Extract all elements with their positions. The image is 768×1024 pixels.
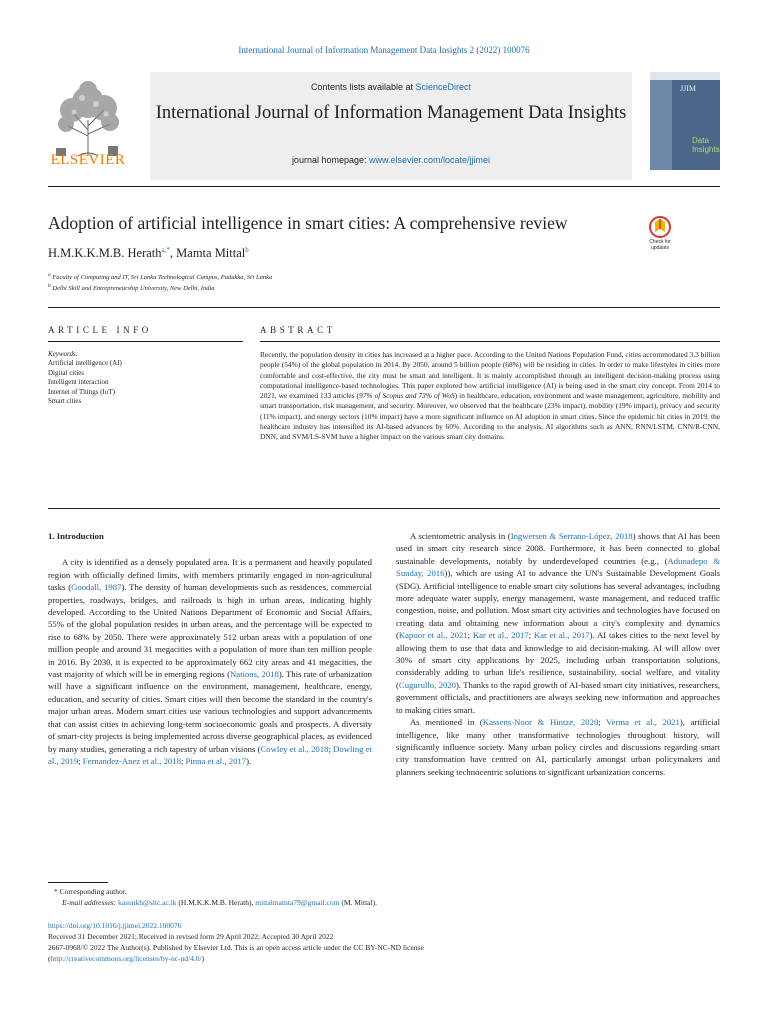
citation-link[interactable]: Ingwersen & Serrano-López, 2018 [510, 531, 633, 541]
text-run: ( [48, 954, 51, 963]
email-owner: (H.M.K.K.M.B. Herath), [176, 898, 256, 907]
abstract-heading: ABSTRACT [260, 325, 336, 335]
citation-link[interactable]: Kassens-Noor & Hintze, 2020 [482, 717, 599, 728]
author-affiliation-marker[interactable]: b [245, 246, 249, 254]
citation-link[interactable]: Fernandez-Anez et al., 2018 [82, 755, 181, 766]
abstract-part: ) in healthcare, education, environment and waste management, agriculture, mobility and smart transportation, risk management, and security. Moreover, we observed that the healthcare (23% impact), mobility (19% impact), privacy and security (11% impact), and energy sectors (10% impact) have a more significant influence on AI adoption in smart cities. Since the epidemic hit cities in 2019, the healthcare industry has intensified its AI-based advances by 60%. According to the analysis, AI algorithms such as ANN, RNN/LSTM, CNN/R-CNN, DNN, and SVM/LS-SVM have a higher impact on the various smart city domains. [260, 391, 720, 442]
email-link[interactable]: mittalmamta79@gmail.com [255, 898, 340, 907]
citation-link[interactable]: Kapoor et al., 2021 [398, 630, 468, 641]
cover-top-band [650, 72, 720, 80]
email-owner: (M. Mittal). [339, 898, 377, 907]
body-column-right [396, 530, 720, 778]
keywords-label: Keywords: [48, 350, 79, 358]
citation-link[interactable]: Adunadepo & Sunday, 2016 [396, 555, 720, 579]
text-run: ; [528, 630, 534, 641]
section-heading: 1. Introduction [48, 531, 104, 541]
affiliation-text: Delhi Skill and Entrepreneurship University, New Delhi, India [52, 285, 215, 293]
abstract-text [260, 350, 720, 443]
body-paragraph [396, 716, 720, 778]
cover-abbreviation: JJIM [680, 84, 697, 93]
text-run: ). The density of human developments such as residences, commercial properties, roadways, bridges, and railroads is high in urban areas, indicating highly developed. According to the United Nations Department of Economic and Social Affairs, 55% of the global population resides in urban areas, and the percentage will be expected to rise to 68% by 2050. There were approximately 512 urban areas with a population of one million people and around 31 megacities with a population of more than ten million people in 2016. By 2030, it is expected to be approximately 662 city areas and 41 megacities, the vast majority of which will be in emerging regions ( [48, 582, 372, 680]
keyword-item: Internet of Things (IoT) [48, 387, 115, 396]
citation-link[interactable]: Nations, 2018 [230, 669, 279, 680]
citation-link[interactable]: Cowley et al., 2018 [260, 743, 329, 754]
email-label: E-mail addresses: [62, 898, 117, 907]
author-affiliation-marker[interactable]: a,* [161, 246, 170, 254]
body-paragraph [396, 530, 720, 716]
received-dates: Received 31 December 2021; Received in revised form 29 April 2022; Accepted 30 April 2022 [48, 932, 334, 941]
body-column-left [48, 530, 372, 767]
text-run: ). This rate of urbanization will have a significant influence on the environment, management, healthcare, energy, education, and security of cities. Smart cities will then become the standard in the country's major urban areas. Modern smart cities use various technologies and support advancements that can assist cities in achieving long-term socioeconomic goals and prospects. A diversity of smart-city projects is being implemented across diverse geographical places, as evidenced by many studies, generating a rich tapestry of urban visions ( [48, 669, 372, 754]
abstract-divider [260, 341, 720, 342]
text-run: ) shows that AI has been used in smart city research since 2008. Furthermore, it has been connected to global sustainable developments, notably by underdeveloped countries (e.g., ( [396, 531, 721, 566]
footnote-divider [48, 882, 108, 883]
copyright-line: 2667-0968/© 2022 The Author(s). Published by Elsevier Ltd. This is an open access article under the CC BY-NC-ND license [48, 943, 424, 952]
check-for-updates-label: Check for updates [649, 239, 671, 251]
license-line [48, 953, 720, 964]
text-run: ) [201, 954, 205, 963]
contents-line [150, 82, 632, 92]
citation-link[interactable]: Cugurullo, 2020 [398, 679, 456, 690]
article-info-heading: ARTICLE INFO [48, 325, 152, 335]
homepage-prefix: journal homepage: [291, 155, 367, 165]
cover-title: Data Insights [692, 136, 720, 154]
author-list [48, 246, 249, 261]
text-run: A scientometric analysis in ( [410, 531, 511, 541]
sciencedirect-link[interactable]: ScienceDirect [415, 82, 472, 92]
citation-link[interactable]: Kar et al., 2017 [533, 630, 590, 641]
elsevier-logo-text: ELSEVIER [50, 152, 126, 168]
keywords-list [48, 350, 243, 406]
keyword-item: Smart cities [48, 397, 82, 406]
text-run: ; [598, 717, 607, 728]
author-name: Mamta Mittal [176, 246, 246, 261]
text-run: ). AI takes cities to the next level by allowing them to use that data and knowledge to aid decision-making. AI will allow over 30% of smart city applications by 2025, including urban transportation solutions, considerably adding to urban life's resilience, sustainability, social welfare, and vitality ( [396, 630, 720, 690]
footnote-marker: * [54, 887, 58, 896]
citation-link[interactable]: Kar et al., 2017 [472, 630, 529, 641]
footnotes [48, 886, 720, 908]
text-run: A city is identified as a densely populated area. It is a permanent and heavily populated region with officially defined limits, with members primarily engaged in non-agricultural tasks ( [48, 557, 372, 593]
article-title: Adoption of artificial intelligence in smart cities: A comprehensive review [48, 213, 568, 233]
journal-homepage-link[interactable]: www.elsevier.com/locate/jjimei [369, 155, 491, 165]
license-link[interactable]: http://creativecommons.org/licenses/by-nc-nd/4.0/ [50, 954, 202, 963]
affiliation-b [48, 283, 215, 292]
body-paragraph [48, 556, 372, 767]
abstract-part: Recently, the population density in cities has increased at a higher pace. According to the United Nations Population Fund, cities accommodated 3.3 billion people (54%) of the global population in 2014. By 2050, around 5 billion people (68%) will be residing in cities. In order to make lifestyles in cities more comfortable and cost-effective, the city must be smart and intelligent. It is mainly accomplished through an intelligent decision-making process using computational intelligence-based technologies. This paper explored how artificial intelligence (AI) is being used in the smart city concept. From 2014 to 2021, we examined 133 articles ( [260, 350, 720, 401]
text-run: )), which are using AI to advance the UN's Sustainable Development Goals (SDG). Artificial intelligence to enable smart city solutions has several advantages, including more adequate water supply, energy management, waste management, and reduced traffic congestion, noise, and pollution. Most smart city activities and technologies have focused on creating data and obtaining new information about a city's complexity and dynamics ( [396, 568, 721, 641]
text-run: As mentioned in ( [410, 717, 483, 728]
corresponding-author-note [48, 886, 720, 897]
author-separator: , [169, 246, 177, 261]
journal-cover-thumbnail[interactable] [650, 72, 720, 170]
text-run: ; [180, 755, 186, 766]
article-info-divider [48, 341, 243, 342]
footnote-text: Corresponding author. [59, 887, 127, 896]
text-run: ; [328, 743, 334, 754]
affiliation-a [48, 272, 272, 281]
email-link[interactable]: kasunkh@sltc.ac.lk [117, 898, 177, 907]
author-name: H.M.K.K.M.B. Herath [48, 246, 162, 261]
text-run: ). Thanks to the rapid growth of AI-based smart city initiatives, researchers, government officials, and practitioners are always seeking new information and approaches to making cities smart. [396, 679, 721, 715]
citation-link[interactable]: Verma et al., 2021 [606, 717, 680, 728]
keyword-item: Artificial intelligence (AI) [48, 359, 122, 368]
affiliation-marker: a [48, 272, 51, 278]
journal-title: International Journal of Information Management Data Insights [155, 103, 627, 123]
affiliation-marker: b [48, 283, 51, 289]
abstract-end-divider [48, 508, 720, 509]
text-run: ). [246, 755, 252, 766]
citation-link[interactable]: Pinna et al., 2017 [185, 755, 247, 766]
abstract-italic: 97% of Scopus and 73% of WoS [359, 391, 455, 401]
citation-link[interactable]: Dowling et al., 2019 [48, 743, 372, 766]
citation-link[interactable]: Goodall, 1987 [71, 582, 122, 593]
email-note [48, 897, 720, 908]
text-run: ; [78, 755, 83, 766]
homepage-line [150, 155, 632, 165]
contents-prefix: Contents lists available at [310, 82, 413, 92]
text-run: ), artificial intelligence, like many other transformative technologies throughout history, will significantly influence society. Many urban policy circles and discussions regarding smart city transformation have centred on AI, particularly amongst urban policymakers and planners seeking technocentric solutions to significant urbanization concerns. [396, 717, 720, 777]
publication-info [48, 920, 720, 964]
affiliation-text: Faculty of Computing and IT, Sri Lanka Technological Campus, Padukka, Sri Lanka [52, 274, 273, 282]
keyword-item: Digital cities [48, 368, 84, 377]
keyword-item: Intelligent interaction [48, 378, 109, 387]
masthead-divider [48, 186, 720, 187]
text-run: ; [467, 630, 473, 641]
journal-masthead [48, 72, 720, 180]
cover-stripe [650, 80, 672, 170]
masthead-center [150, 72, 632, 180]
journal-citation-link[interactable]: International Journal of Information Management Data Insights 2 (2022) 100076 [238, 45, 530, 55]
title-divider [48, 307, 720, 308]
doi-link[interactable]: https://doi.org/10.1016/j.jjimei.2022.100076 [48, 921, 182, 930]
